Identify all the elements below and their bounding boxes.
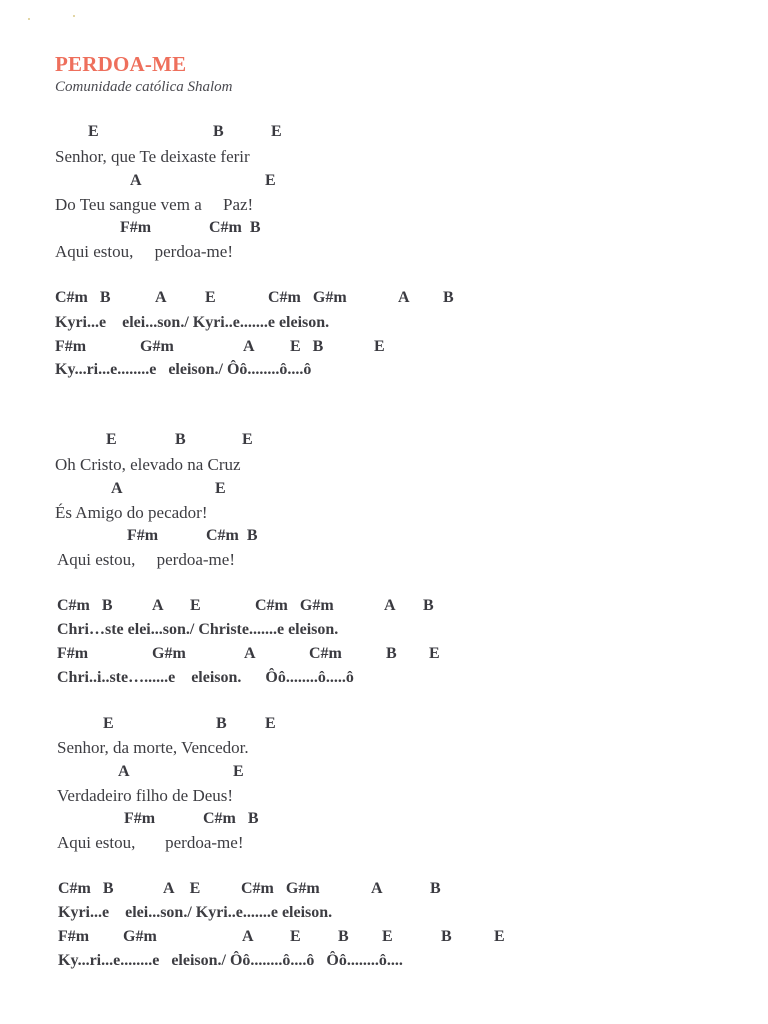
lyric-line: Do Teu sangue vem a Paz! [55,195,254,214]
chord: E [265,715,276,732]
chord: E [106,431,117,448]
chord: B [430,880,441,897]
lyric-line: Ky...ri...e........e eleison./ Ôô........ô....ô [55,361,312,378]
chord: E [265,172,276,189]
chord: B [386,645,397,662]
chord: C#m G#m [268,289,347,306]
chord: E [271,123,282,140]
chord: C#m G#m [241,880,320,897]
chord: E [382,928,393,945]
chord: C#m B [203,810,259,827]
lyric-line: Senhor, da morte, Vencedor. [57,738,249,757]
chord: F#m [127,527,159,544]
chord: E [215,480,226,497]
chord: E [233,763,244,780]
chord: A [398,289,410,306]
chord: F#m [55,338,87,355]
chord: C#m B [55,289,111,306]
chord: C#m B [206,527,258,544]
chord: A [243,338,255,355]
lyric-line: Aqui estou, perdoa-me! [57,833,244,852]
chord: A [371,880,383,897]
lyric-line: És Amigo do pecador! [55,503,208,522]
chord: A [118,763,130,780]
lyric-line: Kyri...e elei...son./ Kyri..e.......e eleison. [55,314,330,331]
chord: E [242,431,253,448]
chord: B [423,597,434,614]
song-title: PERDOA-ME [55,52,187,76]
lyric-line: Verdadeiro filho de Deus! [57,786,234,805]
chord: A [152,597,164,614]
chord: A E [163,880,201,897]
chord: A [244,645,256,662]
chord: E [190,597,201,614]
lyric-line: Aqui estou, perdoa-me! [55,242,233,261]
chord: E [374,338,385,355]
chord: B [175,431,186,448]
scan-speck [28,18,30,20]
chord: E [103,715,114,732]
chord: A [384,597,396,614]
chord: A [130,172,142,189]
chord: G#m [140,338,174,355]
chord: G#m [152,645,186,662]
chord: E [88,123,99,140]
chord: A [155,289,167,306]
chord: E [429,645,440,662]
chord: E [494,928,505,945]
chord: C#m B [209,219,261,236]
lyric-line: Oh Cristo, elevado na Cruz [55,455,241,474]
chord: B [443,289,454,306]
chord: E B [290,338,324,355]
chord: C#m G#m [255,597,334,614]
chord: B [216,715,227,732]
chord: F#m [120,219,152,236]
chord: F#m [124,810,156,827]
chord: C#m B [58,880,114,897]
lyric-line: Kyri...e elei...son./ Kyri..e.......e eleison. [58,904,333,921]
lyric-line: Chri..i..ste…......e eleison. Ôô........ô.....ô [57,669,354,686]
lyric-line: Chri…ste elei...son./ Christe.......e eleison. [57,621,339,638]
chord: A [111,480,123,497]
scan-speck [73,15,75,17]
chord: C#m B [57,597,113,614]
song-subtitle: Comunidade católica Shalom [55,79,233,95]
chord: E [205,289,216,306]
chord: G#m [123,928,157,945]
chord: F#m [58,928,90,945]
chord: F#m [57,645,89,662]
lyric-line: Senhor, que Te deixaste ferir [55,147,250,166]
lyric-line: Aqui estou, perdoa-me! [57,550,235,569]
chord: B [441,928,452,945]
chord: B [213,123,224,140]
chord: E [290,928,301,945]
chord: A [242,928,254,945]
chord: C#m [309,645,342,662]
chord: B [338,928,349,945]
lyric-line: Ky...ri...e........e eleison./ Ôô........ô....ô Ôô........ô.... [58,952,403,969]
